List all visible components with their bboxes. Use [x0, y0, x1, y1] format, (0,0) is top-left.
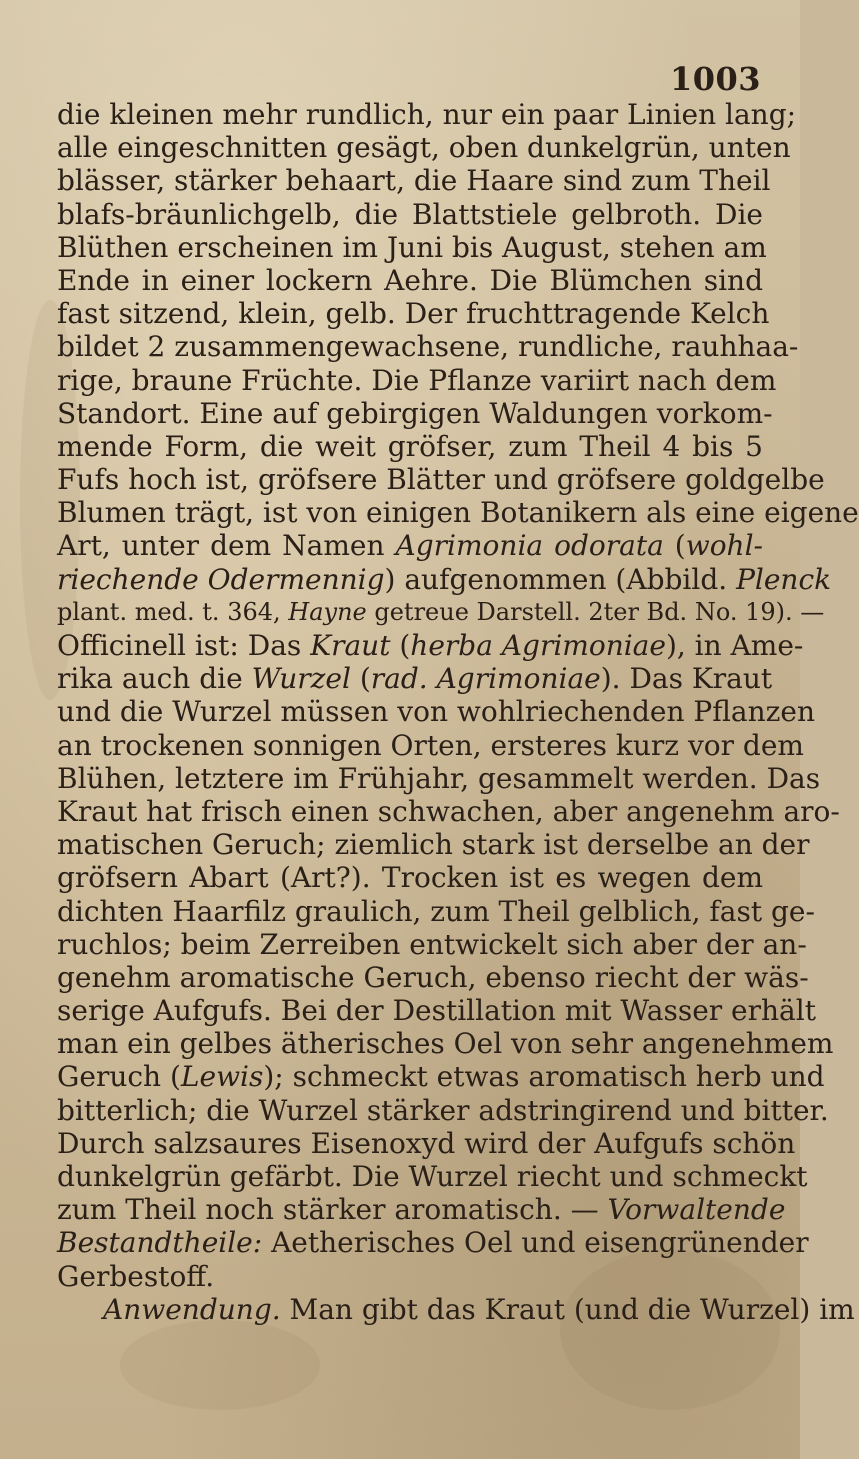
- text-run: Blumen trägt, ist von einigen Botanikern als eine eigene: [57, 496, 859, 530]
- text-line: [57, 761, 821, 795]
- text-run: Man gibt das Kraut (und die Wurzel) im: [280, 1292, 855, 1326]
- text-run: matischen Geruch; ziemlich stark ist derselbe an der: [57, 828, 810, 862]
- text-line: [57, 264, 763, 297]
- italic-text: Wurzel: [251, 662, 351, 696]
- text-line: [57, 330, 799, 364]
- text-run: (: [390, 629, 411, 662]
- text-run: blafs-bräunlichgelb, die Blattstiele gelbroth. Die: [57, 197, 763, 231]
- text-run: Art, unter dem Namen: [57, 529, 396, 563]
- text-line: [57, 828, 810, 862]
- italic-text: Plenck: [736, 562, 832, 596]
- text-run: Ende in einer lockern Aehre. Die Blümchen sind: [57, 263, 763, 297]
- text-run: man ein gelbes ätherisches Oel von sehr angenehmem: [57, 1027, 834, 1061]
- text-line: [57, 131, 791, 165]
- text-line: [57, 1093, 829, 1127]
- text-run: mende Form, die weit gröfser, zum Theil 4 bis 5: [57, 429, 763, 463]
- italic-text: wohl-: [685, 529, 764, 563]
- text-line: [57, 529, 763, 562]
- text-line: [57, 596, 825, 629]
- text-line: [57, 695, 815, 729]
- text-run: serige Aufgufs. Bei der Destillation mit Wasser erhält: [57, 994, 816, 1028]
- text-line: [57, 728, 804, 762]
- italic-text: Lewis: [180, 1060, 264, 1094]
- text-line: [57, 198, 763, 231]
- text-run: Officinell ist: Das: [57, 629, 311, 662]
- text-run: Blühen, letztere im Frühjahr, gesammelt werden. Das: [57, 761, 821, 795]
- text-line: [57, 1060, 825, 1094]
- italic-text: Anwendung.: [103, 1292, 281, 1326]
- italic-text: Hayne: [288, 597, 367, 626]
- text-run: dichten Haarfilz graulich, zum Theil gelblich, fast ge-: [57, 894, 815, 928]
- text-line: [57, 297, 770, 331]
- text-run: Geruch (: [57, 1060, 181, 1094]
- text-line: [57, 629, 804, 662]
- text-line: [57, 363, 777, 397]
- text-line: [57, 1193, 786, 1227]
- text-run: und die Wurzel müssen von wohlriechenden Pflanzen: [57, 695, 815, 729]
- text-run: Aetherisches Oel und eisengrünender: [262, 1226, 809, 1260]
- italic-text: Bestandtheile:: [57, 1226, 263, 1260]
- text-run: getreue Darstell. 2ter Bd. No. 19). —: [366, 597, 825, 626]
- text-run: (: [350, 662, 371, 696]
- text-line: [57, 1292, 855, 1326]
- text-line: [57, 1027, 834, 1061]
- text-run: ). Das Kraut: [600, 662, 773, 696]
- text-line: [57, 960, 809, 994]
- text-run: alle eingeschnitten gesägt, oben dunkelgrün, unten: [57, 131, 791, 165]
- text-run: blässer, stärker behaart, die Haare sind zum Theil: [57, 164, 771, 198]
- italic-text: Agrimonia odorata: [395, 529, 664, 563]
- italic-text: rad. Agrimoniae: [370, 662, 601, 696]
- body-text: [57, 98, 859, 1326]
- text-line: [57, 861, 763, 894]
- text-run: plant. med. t. 364,: [57, 597, 289, 626]
- text-run: bitterlich; die Wurzel stärker adstringirend und bitter.: [57, 1093, 829, 1127]
- paper-stain: [120, 1320, 320, 1410]
- text-run: Standort. Eine auf gebirgigen Waldungen vorkom-: [57, 396, 773, 430]
- text-run: Durch salzsaures Eisenoxyd wird der Aufgufs schön: [57, 1126, 796, 1160]
- text-line: [57, 496, 859, 530]
- text-line: [57, 1260, 763, 1293]
- text-run: dunkelgrün gefärbt. Die Wurzel riecht und schmeckt: [57, 1160, 808, 1193]
- text-line: [57, 794, 840, 828]
- text-run: Kraut hat frisch einen schwachen, aber angenehm aro-: [57, 794, 840, 828]
- text-run: Fufs hoch ist, gröfsere Blätter und gröfsere goldgelbe: [57, 463, 825, 497]
- text-line: [57, 430, 763, 463]
- page-number: 1003: [670, 60, 762, 98]
- italic-text: herba Agrimoniae: [410, 629, 666, 662]
- text-run: (: [663, 529, 686, 563]
- text-run: Blüthen erscheinen im Juni bis August, stehen am: [57, 230, 767, 264]
- text-run: bildet 2 zusammengewachsene, rundliche, rauhhaa-: [57, 330, 799, 364]
- italic-text: riechende Odermennig: [57, 562, 385, 596]
- text-run: gröfsern Abart (Art?). Trocken ist es wegen dem: [57, 861, 763, 895]
- text-run: zum Theil noch stärker aromatisch. —: [57, 1193, 608, 1227]
- italic-text: Vorwaltende: [607, 1193, 786, 1227]
- text-run: ruchlos; beim Zerreiben entwickelt sich aber der an-: [57, 927, 807, 961]
- text-line: [57, 396, 773, 430]
- text-run: die kleinen mehr rundlich, nur ein paar Linien lang;: [57, 98, 797, 131]
- text-line: [57, 1160, 808, 1193]
- text-line: [57, 463, 825, 497]
- text-run: genehm aromatische Geruch, ebenso riecht der wäs-: [57, 960, 809, 994]
- text-run: an trockenen sonnigen Orten, ersteres kurz vor dem: [57, 728, 804, 762]
- text-run: Gerbestoff.: [57, 1259, 215, 1293]
- text-line: [57, 230, 767, 264]
- text-run: rige, braune Früchte. Die Pflanze variirt nach dem: [57, 363, 777, 397]
- text-run: fast sitzend, klein, gelb. Der fruchttragende Kelch: [57, 297, 770, 331]
- text-line: [57, 164, 771, 198]
- text-line: [57, 894, 815, 928]
- text-line: [57, 562, 832, 596]
- text-run: ) aufgenommen (Abbild.: [384, 562, 737, 596]
- text-run: ); schmeckt etwas aromatisch herb und: [263, 1060, 825, 1094]
- text-line: [57, 98, 797, 131]
- text-run: ), in Ame-: [665, 629, 804, 662]
- text-line: [57, 1226, 809, 1260]
- italic-text: Kraut: [310, 629, 391, 662]
- text-line: [57, 1126, 796, 1160]
- text-line: [57, 994, 816, 1028]
- text-run: rika auch die: [57, 662, 252, 696]
- text-line: [57, 662, 773, 696]
- text-line: [57, 927, 807, 961]
